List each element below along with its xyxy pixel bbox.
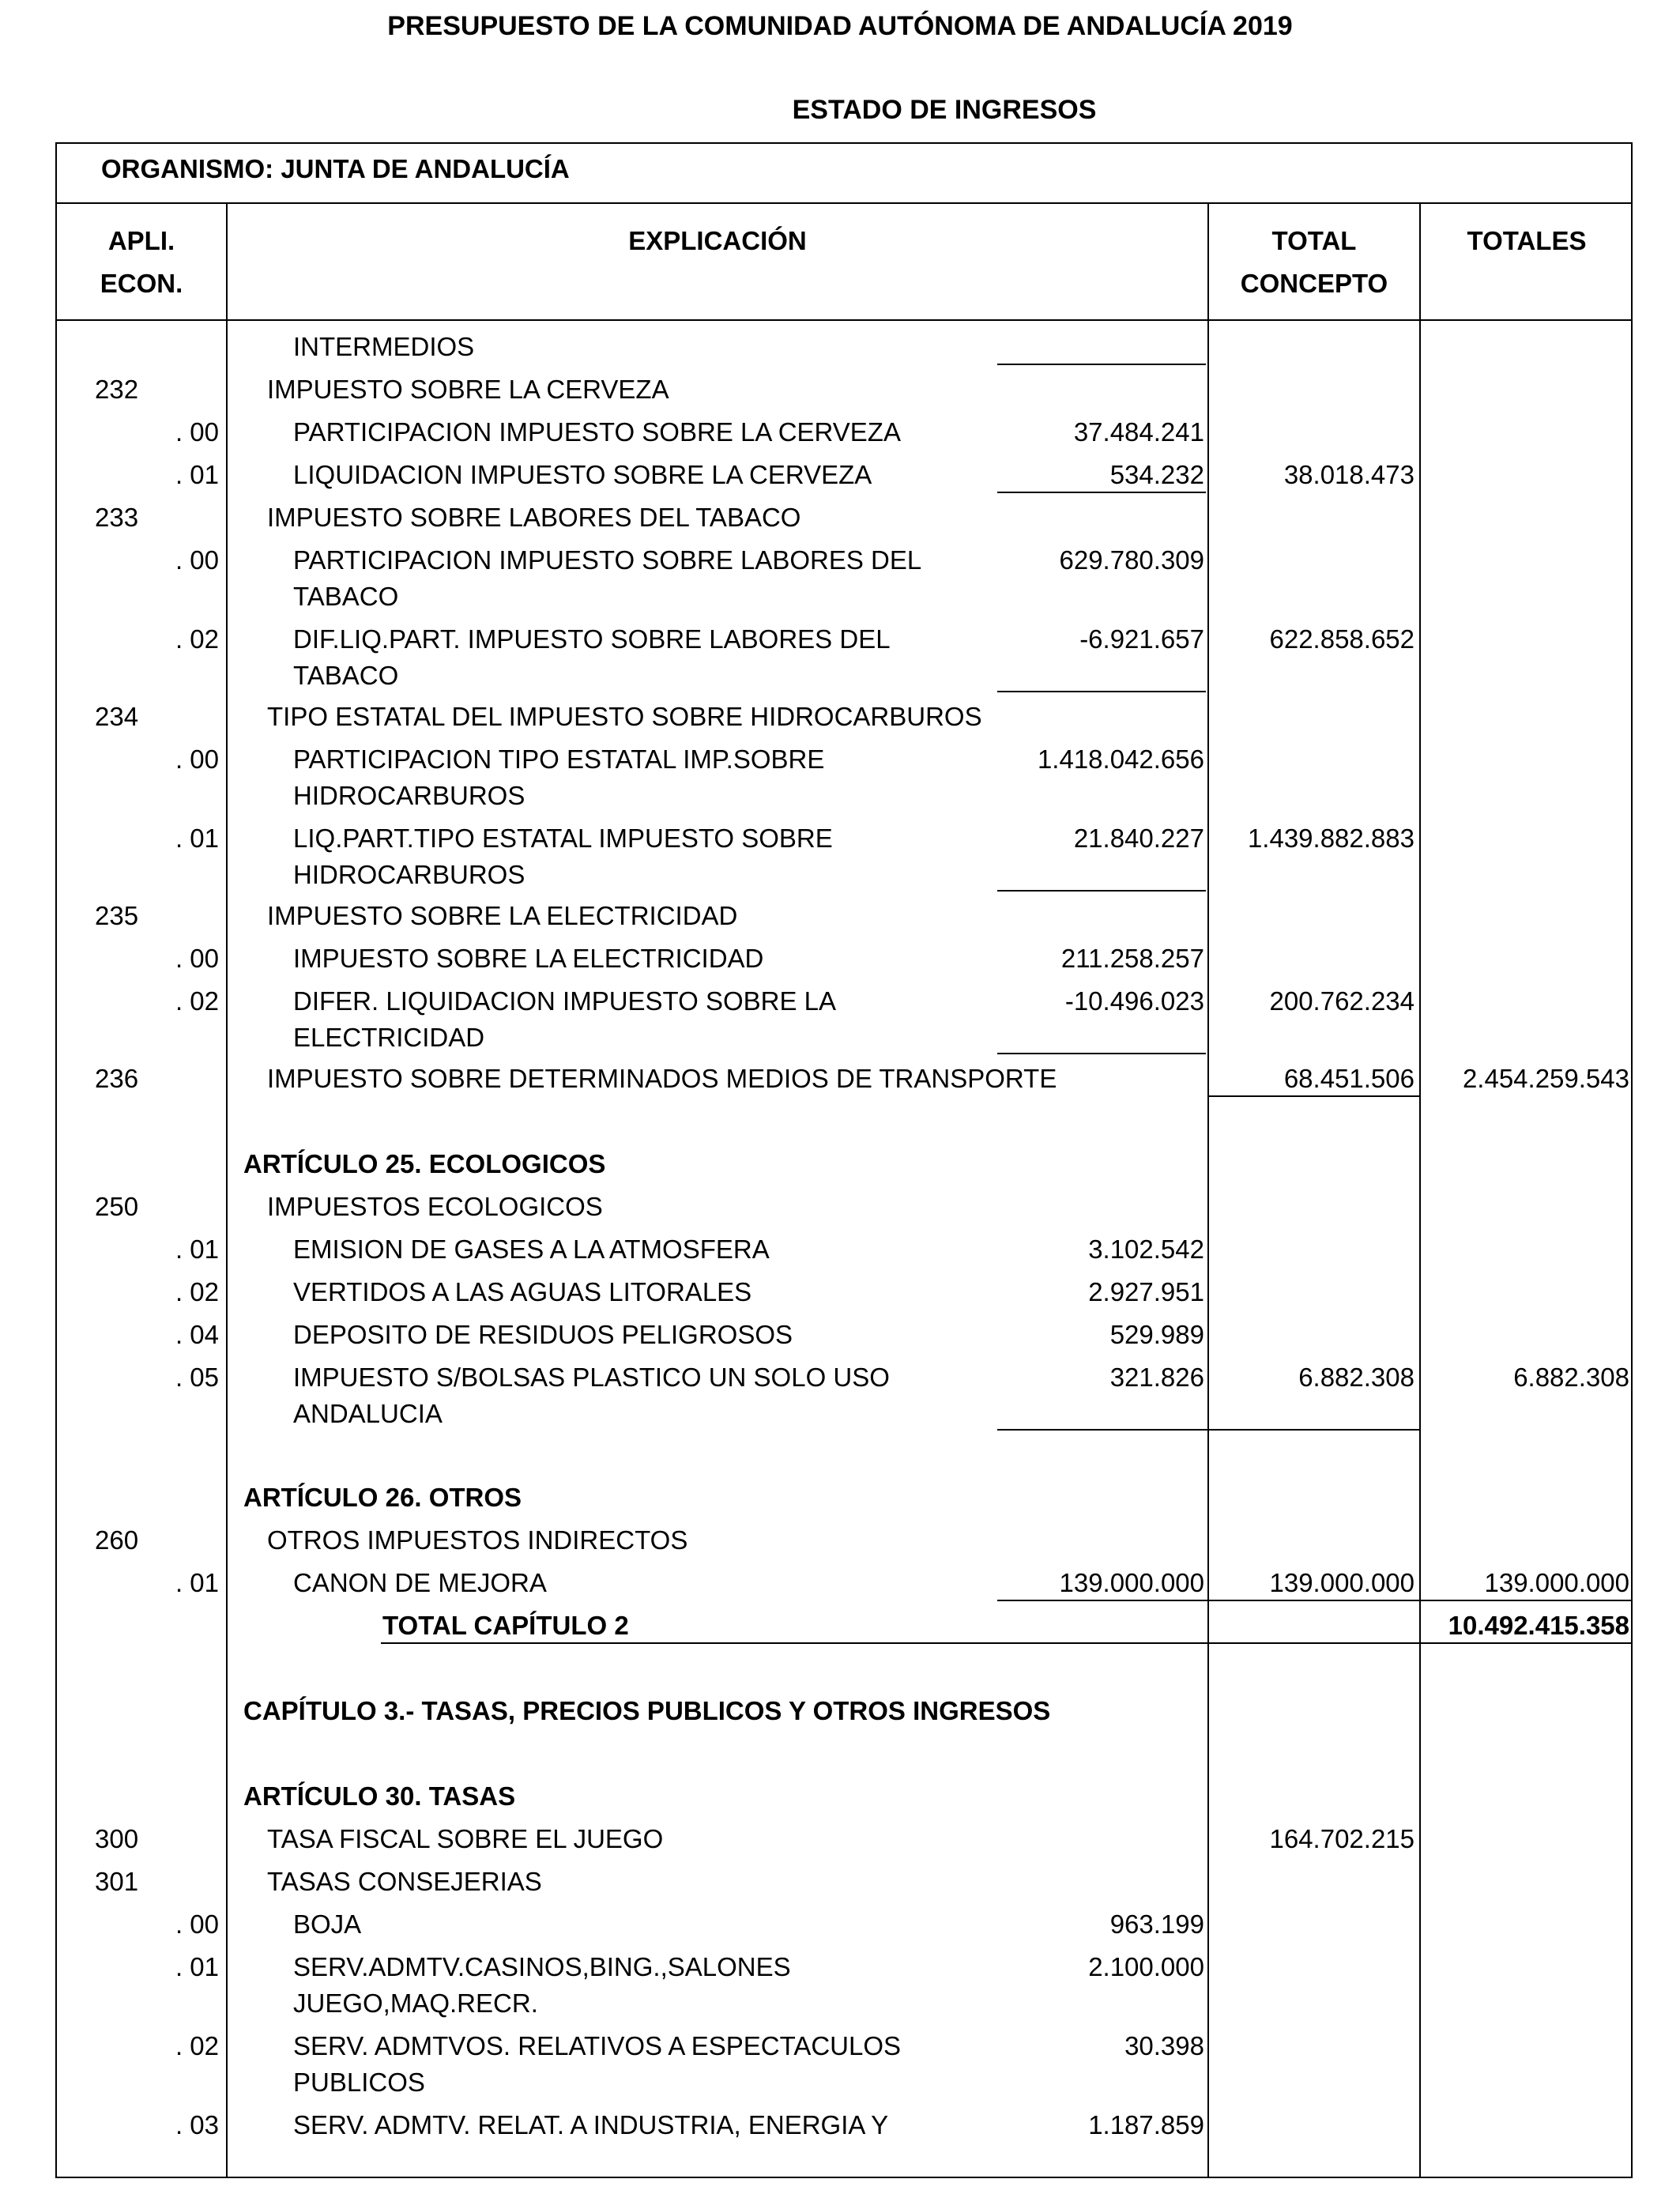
- row-amount: 139.000.000: [1059, 1568, 1204, 1597]
- row-text: IMPUESTO SOBRE LA ELECTRICIDAD: [267, 901, 738, 930]
- total-chapter-value: 10.492.415.358: [1448, 1611, 1629, 1640]
- table-row: [0, 2110, 1680, 2153]
- row-text: TASA FISCAL SOBRE EL JUEGO: [267, 1824, 664, 1853]
- row-text: LIQUIDACION IMPUESTO SOBRE LA CERVEZA: [293, 460, 872, 489]
- table-row: [0, 1696, 1680, 1739]
- row-text: IMPUESTOS ECOLOGICOS: [267, 1192, 603, 1221]
- subtotal-underline: [997, 364, 1206, 365]
- chapter-heading: CAPÍTULO 3.- TASAS, PRECIOS PUBLICOS Y OTROS INGRESOS: [243, 1696, 1051, 1725]
- col-header-apli: [57, 220, 226, 305]
- row-amount: 3.102.542: [1088, 1235, 1204, 1264]
- table-row: [0, 1320, 1680, 1363]
- row-text: SERV.ADMTV.CASINOS,BING.,SALONES: [293, 1952, 791, 1981]
- row-code: 236: [95, 1064, 139, 1093]
- row-amount: 963.199: [1109, 1909, 1204, 1939]
- row-subcode: . 05: [175, 1363, 219, 1392]
- table-row: [0, 417, 1680, 460]
- row-total-concepto: 622.858.652: [1269, 624, 1414, 654]
- row-code: 301: [95, 1867, 139, 1896]
- row-text: TASAS CONSEJERIAS: [267, 1867, 542, 1896]
- total-chapter-underline: [381, 1642, 1631, 1644]
- total-chapter-label: TOTAL CAPÍTULO 2: [382, 1611, 629, 1640]
- row-text: IMPUESTO SOBRE DETERMINADOS MEDIOS DE TRANSPORTE: [267, 1064, 1057, 1093]
- row-text: OTROS IMPUESTOS INDIRECTOS: [267, 1525, 688, 1555]
- subtotal-underline: [997, 1053, 1206, 1054]
- table-row: [0, 1909, 1680, 1952]
- row-subcode: . 02: [175, 624, 219, 654]
- row-text-continued: HIDROCARBUROS: [293, 860, 525, 889]
- row-subcode: . 00: [175, 745, 219, 774]
- table-row: [0, 1867, 1680, 1909]
- row-subcode: . 01: [175, 1952, 219, 1981]
- col-header-apli-line1: APLI.: [107, 226, 175, 255]
- row-code: 260: [95, 1525, 139, 1555]
- table-row: [0, 824, 1680, 903]
- row-totales: 139.000.000: [1484, 1568, 1629, 1597]
- row-amount: 30.398: [1124, 2031, 1204, 2060]
- table-row: [0, 2031, 1680, 2110]
- article-heading: ARTÍCULO 30. TASAS: [243, 1781, 516, 1811]
- row-subcode: . 00: [175, 944, 219, 973]
- table-row: [0, 1064, 1680, 1106]
- row-amount: 1.418.042.656: [1037, 745, 1204, 774]
- subtotal-underline: [997, 691, 1206, 692]
- organismo-label: ORGANISMO: JUNTA DE ANDALUCÍA: [101, 154, 570, 183]
- col-header-totales: TOTALES: [1467, 226, 1587, 255]
- row-text: PARTICIPACION IMPUESTO SOBRE LA CERVEZA: [293, 417, 901, 447]
- row-subcode: . 01: [175, 1235, 219, 1264]
- row-subcode: . 03: [175, 2110, 219, 2139]
- row-total-concepto: 6.882.308: [1298, 1363, 1414, 1392]
- row-text: DIFER. LIQUIDACION IMPUESTO SOBRE LA: [293, 986, 837, 1016]
- row-text: IMPUESTO SOBRE LABORES DEL TABACO: [267, 503, 801, 532]
- row-text: IMPUESTO SOBRE LA ELECTRICIDAD: [293, 944, 764, 973]
- row-amount: 321.826: [1109, 1363, 1204, 1392]
- table-row: [0, 375, 1680, 417]
- row-text-continued: TABACO: [293, 582, 399, 611]
- row-text: TIPO ESTATAL DEL IMPUESTO SOBRE HIDROCARBUROS: [267, 702, 982, 731]
- col-header-total-concepto-line2: CONCEPTO: [1240, 269, 1388, 298]
- row-subcode: . 04: [175, 1320, 219, 1349]
- row-subcode: . 00: [175, 545, 219, 575]
- row-subcode: . 02: [175, 1277, 219, 1306]
- col-header-total-concepto-line1: TOTAL: [1271, 226, 1357, 255]
- table-row: [0, 1824, 1680, 1867]
- article-heading: ARTÍCULO 25. ECOLOGICOS: [243, 1149, 606, 1178]
- row-total-concepto: 68.451.506: [1283, 1064, 1414, 1093]
- row-text: SERV. ADMTVOS. RELATIVOS A ESPECTACULOS: [293, 2031, 902, 2060]
- table-row: [0, 624, 1680, 703]
- concept-underline: [1209, 1095, 1419, 1097]
- table-row: [0, 460, 1680, 503]
- subtotal-underline: [997, 492, 1206, 493]
- table-row: [0, 332, 1680, 375]
- row-subcode: . 01: [175, 460, 219, 489]
- row-totales: 6.882.308: [1513, 1363, 1629, 1392]
- row-subcode: . 00: [175, 417, 219, 447]
- page-subtitle: ESTADO DE INGRESOS: [792, 95, 1097, 125]
- page-title: PRESUPUESTO DE LA COMUNIDAD AUTÓNOMA DE ANDALUCÍA 2019: [387, 11, 1293, 41]
- table-row: [0, 901, 1680, 944]
- header-divider: [55, 319, 1633, 321]
- row-text: DIF.LIQ.PART. IMPUESTO SOBRE LABORES DEL: [293, 624, 891, 654]
- table-row: [0, 1781, 1680, 1824]
- row-total-concepto: 164.702.215: [1269, 1824, 1414, 1853]
- row-code: 300: [95, 1824, 139, 1853]
- row-amount: 534.232: [1109, 460, 1204, 489]
- row-totales: 2.454.259.543: [1462, 1064, 1629, 1093]
- row-total-concepto: 200.762.234: [1269, 986, 1414, 1016]
- table-row: [0, 944, 1680, 986]
- row-code: 233: [95, 503, 139, 532]
- row-text: BOJA: [293, 1909, 362, 1939]
- table-row: [0, 1525, 1680, 1568]
- row-code: 235: [95, 901, 139, 930]
- row-subcode: . 02: [175, 986, 219, 1016]
- article-underline: [997, 1429, 1419, 1431]
- table-row: [0, 1363, 1680, 1442]
- row-text: INTERMEDIOS: [293, 332, 475, 361]
- col-header-explicacion: EXPLICACIÓN: [628, 226, 807, 255]
- row-text: LIQ.PART.TIPO ESTATAL IMPUESTO SOBRE: [293, 824, 833, 853]
- table-row: [0, 986, 1680, 1065]
- row-code: 234: [95, 702, 139, 731]
- table-row: [0, 1149, 1680, 1192]
- row-amount: -10.496.023: [1064, 986, 1204, 1016]
- row-amount: 2.927.951: [1088, 1277, 1204, 1306]
- table-row: [0, 1235, 1680, 1277]
- row-subcode: . 01: [175, 824, 219, 853]
- row-subcode: . 01: [175, 1568, 219, 1597]
- row-text-continued: ANDALUCIA: [293, 1399, 443, 1428]
- row-amount: 21.840.227: [1073, 824, 1204, 853]
- row-amount: 211.258.257: [1060, 944, 1204, 973]
- row-text: DEPOSITO DE RESIDUOS PELIGROSOS: [293, 1320, 793, 1349]
- org-divider: [55, 202, 1633, 204]
- row-text: EMISION DE GASES A LA ATMOSFERA: [293, 1235, 770, 1264]
- col-header-apli-line2: ECON.: [100, 269, 183, 298]
- row-text-continued: PUBLICOS: [293, 2068, 425, 2097]
- row-text: SERV. ADMTV. RELAT. A INDUSTRIA, ENERGIA Y: [293, 2110, 889, 2139]
- row-amount: 629.780.309: [1059, 545, 1204, 575]
- col-header-total-concepto: [1209, 220, 1419, 305]
- table-row: [0, 1192, 1680, 1235]
- row-code: 250: [95, 1192, 139, 1221]
- row-subcode: . 02: [175, 2031, 219, 2060]
- row-amount: 37.484.241: [1073, 417, 1204, 447]
- row-amount: -6.921.657: [1079, 624, 1204, 654]
- row-code: 232: [95, 375, 139, 404]
- row-text: IMPUESTO S/BOLSAS PLASTICO UN SOLO USO: [293, 1363, 890, 1392]
- table-row: [0, 1277, 1680, 1320]
- article-heading: ARTÍCULO 26. OTROS: [243, 1483, 522, 1512]
- row-text: PARTICIPACION IMPUESTO SOBRE LABORES DEL: [293, 545, 922, 575]
- subtotal-underline: [997, 890, 1206, 892]
- row-text-continued: JUEGO,MAQ.RECR.: [293, 1989, 538, 2018]
- table-row: [0, 1952, 1680, 2031]
- row-text: VERTIDOS A LAS AGUAS LITORALES: [293, 1277, 752, 1306]
- row-amount: 1.187.859: [1088, 2110, 1204, 2139]
- row-text-continued: TABACO: [293, 661, 399, 690]
- row-subcode: . 00: [175, 1909, 219, 1939]
- row-amount: 2.100.000: [1088, 1952, 1204, 1981]
- row-amount: 529.989: [1109, 1320, 1204, 1349]
- table-row: [0, 1568, 1680, 1611]
- row-text-continued: ELECTRICIDAD: [293, 1023, 485, 1052]
- canon-underline: [997, 1600, 1631, 1601]
- row-text: PARTICIPACION TIPO ESTATAL IMP.SOBRE: [293, 745, 825, 774]
- table-row: [0, 702, 1680, 745]
- table-row: [0, 545, 1680, 624]
- row-total-concepto: 139.000.000: [1269, 1568, 1414, 1597]
- table-row: [0, 1611, 1680, 1653]
- row-total-concepto: 38.018.473: [1283, 460, 1414, 489]
- row-total-concepto: 1.439.882.883: [1247, 824, 1414, 853]
- table-row: [0, 745, 1680, 824]
- row-text: IMPUESTO SOBRE LA CERVEZA: [267, 375, 669, 404]
- row-text-continued: HIDROCARBUROS: [293, 781, 525, 810]
- table-row: [0, 503, 1680, 545]
- row-text: CANON DE MEJORA: [293, 1568, 547, 1597]
- table-row: [0, 1483, 1680, 1525]
